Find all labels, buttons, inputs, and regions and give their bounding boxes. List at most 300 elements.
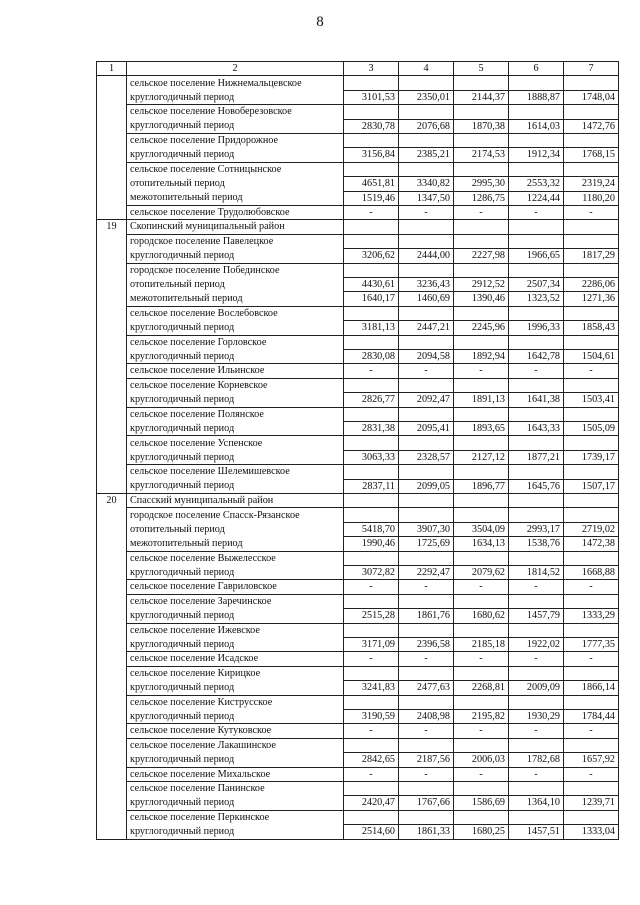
blank-cell — [344, 220, 399, 234]
row-number-cell: 20 — [97, 494, 127, 840]
value-cell: 2842,65 — [344, 753, 399, 767]
value-cell: 2099,05 — [399, 479, 454, 493]
value-cell: 1286,75 — [454, 191, 509, 205]
blank-cell — [564, 407, 619, 421]
period-label-cell: круглогодичный период — [127, 393, 344, 407]
blank-cell — [454, 234, 509, 248]
value-cell: 1657,92 — [564, 753, 619, 767]
blank-cell — [454, 134, 509, 148]
period-label-cell: межотопительный период — [127, 537, 344, 551]
value-cell: 1347,50 — [399, 191, 454, 205]
value-cell: 2507,34 — [509, 278, 564, 292]
value-cell: 2319,24 — [564, 177, 619, 191]
value-cell: 2174,53 — [454, 148, 509, 162]
blank-cell — [509, 623, 564, 637]
table-row — [97, 234, 619, 248]
empty-value-cell: - — [454, 206, 509, 220]
blank-cell — [454, 810, 509, 824]
table-row — [97, 191, 619, 205]
value-cell: 2385,21 — [399, 148, 454, 162]
value-cell: 1893,65 — [454, 422, 509, 436]
blank-cell — [564, 335, 619, 349]
value-cell: 1323,52 — [509, 292, 564, 306]
period-label-cell: круглогодичный период — [127, 753, 344, 767]
header-cell: 5 — [454, 62, 509, 76]
blank-cell — [454, 335, 509, 349]
empty-value-cell: - — [399, 724, 454, 738]
settlement-name-cell: сельское поселение Корневское — [127, 378, 344, 392]
value-cell: 1966,65 — [509, 249, 564, 263]
value-cell: 3206,62 — [344, 249, 399, 263]
value-cell: 2006,03 — [454, 753, 509, 767]
settlement-name-cell: сельское поселение Кирицкое — [127, 666, 344, 680]
table-row — [97, 753, 619, 767]
blank-cell — [509, 134, 564, 148]
table-row — [97, 220, 619, 234]
blank-cell — [399, 436, 454, 450]
value-cell: 1739,17 — [564, 450, 619, 464]
value-cell: 1892,94 — [454, 350, 509, 364]
district-name-cell: Скопинский муниципальный район — [127, 220, 344, 234]
table-header-row — [97, 62, 619, 76]
table-row — [97, 278, 619, 292]
value-cell: 2350,01 — [399, 90, 454, 104]
value-cell: 2719,02 — [564, 522, 619, 536]
blank-cell — [344, 465, 399, 479]
blank-cell — [454, 76, 509, 90]
value-cell: 2826,77 — [344, 393, 399, 407]
value-cell: 1364,10 — [509, 796, 564, 810]
empty-value-cell: - — [509, 364, 564, 378]
blank-cell — [344, 810, 399, 824]
value-cell: 2094,58 — [399, 350, 454, 364]
empty-value-cell: - — [344, 724, 399, 738]
value-cell: 2328,57 — [399, 450, 454, 464]
empty-value-cell: - — [564, 580, 619, 594]
table-row — [97, 594, 619, 608]
empty-value-cell: - — [399, 580, 454, 594]
value-cell: 1271,36 — [564, 292, 619, 306]
blank-cell — [564, 494, 619, 508]
value-cell: 1460,69 — [399, 292, 454, 306]
value-cell: 1586,69 — [454, 796, 509, 810]
value-cell: 1390,46 — [454, 292, 509, 306]
table-row — [97, 767, 619, 781]
value-cell: 1817,29 — [564, 249, 619, 263]
value-cell: 2553,32 — [509, 177, 564, 191]
value-cell: 1472,76 — [564, 119, 619, 133]
table-row — [97, 119, 619, 133]
value-cell: 1333,04 — [564, 825, 619, 839]
empty-value-cell: - — [399, 364, 454, 378]
blank-cell — [454, 306, 509, 320]
blank-cell — [454, 436, 509, 450]
period-label-cell: межотопительный период — [127, 191, 344, 205]
blank-cell — [399, 810, 454, 824]
blank-cell — [564, 378, 619, 392]
settlement-name-cell: сельское поселение Выжелесское — [127, 551, 344, 565]
blank-cell — [564, 508, 619, 522]
value-cell: 2995,30 — [454, 177, 509, 191]
blank-cell — [454, 220, 509, 234]
empty-value-cell: - — [344, 206, 399, 220]
value-cell: 1614,03 — [509, 119, 564, 133]
settlement-name-cell: сельское поселение Ильинское — [127, 364, 344, 378]
blank-cell — [454, 162, 509, 176]
blank-cell — [509, 220, 564, 234]
value-cell: 1814,52 — [509, 566, 564, 580]
blank-cell — [509, 810, 564, 824]
header-cell: 4 — [399, 62, 454, 76]
value-cell: 1782,68 — [509, 753, 564, 767]
period-label-cell: круглогодичный период — [127, 825, 344, 839]
table-row — [97, 350, 619, 364]
value-cell: 1503,41 — [564, 393, 619, 407]
blank-cell — [344, 508, 399, 522]
blank-cell — [454, 105, 509, 119]
blank-cell — [564, 810, 619, 824]
blank-cell — [399, 508, 454, 522]
period-label-cell: круглогодичный период — [127, 566, 344, 580]
table-row — [97, 321, 619, 335]
value-cell: 1767,66 — [399, 796, 454, 810]
value-cell: 1922,02 — [509, 638, 564, 652]
value-cell: 1538,76 — [509, 537, 564, 551]
value-cell: 3063,33 — [344, 450, 399, 464]
blank-cell — [344, 666, 399, 680]
value-cell: 1725,69 — [399, 537, 454, 551]
value-cell: 2076,68 — [399, 119, 454, 133]
blank-cell — [399, 220, 454, 234]
value-cell: 1224,44 — [509, 191, 564, 205]
value-cell: 2185,18 — [454, 638, 509, 652]
blank-cell — [564, 436, 619, 450]
blank-cell — [344, 695, 399, 709]
blank-cell — [564, 134, 619, 148]
value-cell: 1891,13 — [454, 393, 509, 407]
table-row — [97, 551, 619, 565]
blank-cell — [509, 162, 564, 176]
value-cell: 1472,38 — [564, 537, 619, 551]
empty-value-cell: - — [454, 364, 509, 378]
period-label-cell: круглогодичный период — [127, 350, 344, 364]
blank-cell — [399, 666, 454, 680]
blank-cell — [399, 551, 454, 565]
settlement-name-cell: сельское поселение Кутуковское — [127, 724, 344, 738]
blank-cell — [454, 263, 509, 277]
blank-cell — [454, 465, 509, 479]
table-row — [97, 263, 619, 277]
blank-cell — [399, 105, 454, 119]
blank-cell — [344, 234, 399, 248]
table-row — [97, 623, 619, 637]
settlement-name-cell: сельское поселение Заречинское — [127, 594, 344, 608]
empty-value-cell: - — [344, 767, 399, 781]
value-cell: 1990,46 — [344, 537, 399, 551]
period-label-cell: отопительный период — [127, 522, 344, 536]
period-label-cell: круглогодичный период — [127, 90, 344, 104]
value-cell: 1634,13 — [454, 537, 509, 551]
blank-cell — [509, 594, 564, 608]
value-cell: 2831,38 — [344, 422, 399, 436]
settlement-name-cell: сельское поселение Шелемишевское — [127, 465, 344, 479]
value-cell: 1519,46 — [344, 191, 399, 205]
value-cell: 1768,15 — [564, 148, 619, 162]
blank-cell — [399, 623, 454, 637]
period-label-cell: круглогодичный период — [127, 119, 344, 133]
value-cell: 2092,47 — [399, 393, 454, 407]
blank-cell — [344, 162, 399, 176]
table-row — [97, 508, 619, 522]
row-number-cell: 19 — [97, 220, 127, 494]
value-cell: 2079,62 — [454, 566, 509, 580]
blank-cell — [399, 234, 454, 248]
blank-cell — [344, 738, 399, 752]
empty-value-cell: - — [399, 206, 454, 220]
value-cell: 3907,30 — [399, 522, 454, 536]
blank-cell — [344, 623, 399, 637]
empty-value-cell: - — [509, 767, 564, 781]
blank-cell — [564, 76, 619, 90]
table-row — [97, 335, 619, 349]
blank-cell — [344, 335, 399, 349]
blank-cell — [454, 782, 509, 796]
blank-cell — [509, 263, 564, 277]
value-cell: 3171,09 — [344, 638, 399, 652]
blank-cell — [454, 623, 509, 637]
value-cell: 1748,04 — [564, 90, 619, 104]
table-row — [97, 609, 619, 623]
empty-value-cell: - — [564, 724, 619, 738]
value-cell: 2268,81 — [454, 681, 509, 695]
settlement-name-cell: сельское поселение Сотницынское — [127, 162, 344, 176]
table-row — [97, 364, 619, 378]
table-row — [97, 666, 619, 680]
period-label-cell: отопительный период — [127, 177, 344, 191]
empty-value-cell: - — [509, 724, 564, 738]
table-row — [97, 134, 619, 148]
blank-cell — [344, 134, 399, 148]
blank-cell — [564, 623, 619, 637]
settlement-name-cell: сельское поселение Вослебовское — [127, 306, 344, 320]
empty-value-cell: - — [564, 652, 619, 666]
table-row — [97, 105, 619, 119]
value-cell: 2187,56 — [399, 753, 454, 767]
settlement-name-cell: сельское поселение Перкинское — [127, 810, 344, 824]
settlement-name-cell: сельское поселение Ижевское — [127, 623, 344, 637]
value-cell: 3156,84 — [344, 148, 399, 162]
period-label-cell: круглогодичный период — [127, 422, 344, 436]
table-row — [97, 724, 619, 738]
settlement-name-cell: сельское поселение Успенское — [127, 436, 344, 450]
blank-cell — [399, 306, 454, 320]
page-number: 8 — [316, 14, 324, 30]
table-row — [97, 566, 619, 580]
blank-cell — [399, 407, 454, 421]
period-label-cell: круглогодичный период — [127, 148, 344, 162]
blank-cell — [454, 551, 509, 565]
blank-cell — [454, 407, 509, 421]
value-cell: 2515,28 — [344, 609, 399, 623]
value-cell: 1504,61 — [564, 350, 619, 364]
blank-cell — [454, 666, 509, 680]
period-label-cell: межотопительный период — [127, 292, 344, 306]
table-row — [97, 810, 619, 824]
table-row — [97, 479, 619, 493]
blank-cell — [564, 306, 619, 320]
table-row — [97, 638, 619, 652]
blank-cell — [509, 782, 564, 796]
value-cell: 1858,43 — [564, 321, 619, 335]
table-row — [97, 393, 619, 407]
value-cell: 2420,47 — [344, 796, 399, 810]
blank-cell — [564, 162, 619, 176]
blank-cell — [399, 465, 454, 479]
value-cell: 1507,17 — [564, 479, 619, 493]
table-row — [97, 306, 619, 320]
table-row — [97, 537, 619, 551]
value-cell: 3101,53 — [344, 90, 399, 104]
value-cell: 1912,34 — [509, 148, 564, 162]
settlement-name-cell: сельское поселение Нижнемальцевское — [127, 76, 344, 90]
blank-cell — [509, 378, 564, 392]
blank-cell — [344, 407, 399, 421]
blank-cell — [509, 335, 564, 349]
empty-value-cell: - — [454, 652, 509, 666]
blank-cell — [399, 162, 454, 176]
table-row — [97, 782, 619, 796]
empty-value-cell: - — [399, 652, 454, 666]
blank-cell — [344, 306, 399, 320]
value-cell: 1861,76 — [399, 609, 454, 623]
value-cell: 2477,63 — [399, 681, 454, 695]
period-label-cell: круглогодичный период — [127, 450, 344, 464]
blank-cell — [509, 494, 564, 508]
blank-cell — [509, 436, 564, 450]
header-cell: 6 — [509, 62, 564, 76]
blank-cell — [509, 738, 564, 752]
empty-value-cell: - — [564, 206, 619, 220]
header-cell: 2 — [127, 62, 344, 76]
period-label-cell: круглогодичный период — [127, 681, 344, 695]
settlement-name-cell: сельское поселение Полянское — [127, 407, 344, 421]
value-cell: 1457,51 — [509, 825, 564, 839]
blank-cell — [509, 407, 564, 421]
value-cell: 1645,76 — [509, 479, 564, 493]
blank-cell — [344, 551, 399, 565]
table-row — [97, 407, 619, 421]
blank-cell — [344, 494, 399, 508]
blank-cell — [344, 76, 399, 90]
settlement-name-cell: сельское поселение Трудолюбовское — [127, 206, 344, 220]
blank-cell — [399, 76, 454, 90]
blank-cell — [509, 234, 564, 248]
value-cell: 1996,33 — [509, 321, 564, 335]
value-cell: 4651,81 — [344, 177, 399, 191]
value-cell: 1930,29 — [509, 710, 564, 724]
value-cell: 4430,61 — [344, 278, 399, 292]
value-cell: 3072,82 — [344, 566, 399, 580]
blank-cell — [344, 594, 399, 608]
blank-cell — [564, 594, 619, 608]
table-row — [97, 738, 619, 752]
value-cell: 1888,87 — [509, 90, 564, 104]
blank-cell — [454, 378, 509, 392]
blank-cell — [509, 465, 564, 479]
blank-cell — [399, 494, 454, 508]
value-cell: 1866,14 — [564, 681, 619, 695]
table-row — [97, 796, 619, 810]
blank-cell — [399, 695, 454, 709]
value-cell: 1180,20 — [564, 191, 619, 205]
settlement-name-cell: сельское поселение Киструсское — [127, 695, 344, 709]
table-row — [97, 422, 619, 436]
blank-cell — [454, 695, 509, 709]
value-cell: 2009,09 — [509, 681, 564, 695]
blank-cell — [454, 738, 509, 752]
settlement-name-cell: сельское поселение Лакашинское — [127, 738, 344, 752]
blank-cell — [399, 738, 454, 752]
value-cell: 3504,09 — [454, 522, 509, 536]
blank-cell — [564, 551, 619, 565]
value-cell: 1870,38 — [454, 119, 509, 133]
table-row — [97, 522, 619, 536]
blank-cell — [564, 782, 619, 796]
empty-value-cell: - — [344, 580, 399, 594]
value-cell: 1861,33 — [399, 825, 454, 839]
tariff-table — [96, 61, 619, 840]
empty-value-cell: - — [454, 724, 509, 738]
value-cell: 5418,70 — [344, 522, 399, 536]
empty-value-cell: - — [454, 580, 509, 594]
blank-cell — [564, 666, 619, 680]
value-cell: 2095,41 — [399, 422, 454, 436]
value-cell: 3181,13 — [344, 321, 399, 335]
empty-value-cell: - — [454, 767, 509, 781]
empty-value-cell: - — [564, 767, 619, 781]
table-row — [97, 292, 619, 306]
settlement-name-cell: сельское поселение Михальское — [127, 767, 344, 781]
blank-cell — [344, 378, 399, 392]
blank-cell — [564, 695, 619, 709]
blank-cell — [344, 263, 399, 277]
period-label-cell: круглогодичный период — [127, 609, 344, 623]
blank-cell — [344, 782, 399, 796]
table-row — [97, 177, 619, 191]
period-label-cell: круглогодичный период — [127, 796, 344, 810]
blank-cell — [454, 594, 509, 608]
blank-cell — [509, 666, 564, 680]
table-row — [97, 90, 619, 104]
table-row — [97, 825, 619, 839]
header-cell: 7 — [564, 62, 619, 76]
table-row — [97, 494, 619, 508]
value-cell: 2444,00 — [399, 249, 454, 263]
blank-cell — [509, 551, 564, 565]
value-cell: 1457,79 — [509, 609, 564, 623]
table-row — [97, 76, 619, 90]
period-label-cell: круглогодичный период — [127, 249, 344, 263]
value-cell: 1680,62 — [454, 609, 509, 623]
value-cell: 1505,09 — [564, 422, 619, 436]
value-cell: 3340,82 — [399, 177, 454, 191]
blank-cell — [564, 465, 619, 479]
value-cell: 1680,25 — [454, 825, 509, 839]
blank-cell — [344, 436, 399, 450]
empty-value-cell: - — [509, 652, 564, 666]
value-cell: 2993,17 — [509, 522, 564, 536]
value-cell: 2912,52 — [454, 278, 509, 292]
